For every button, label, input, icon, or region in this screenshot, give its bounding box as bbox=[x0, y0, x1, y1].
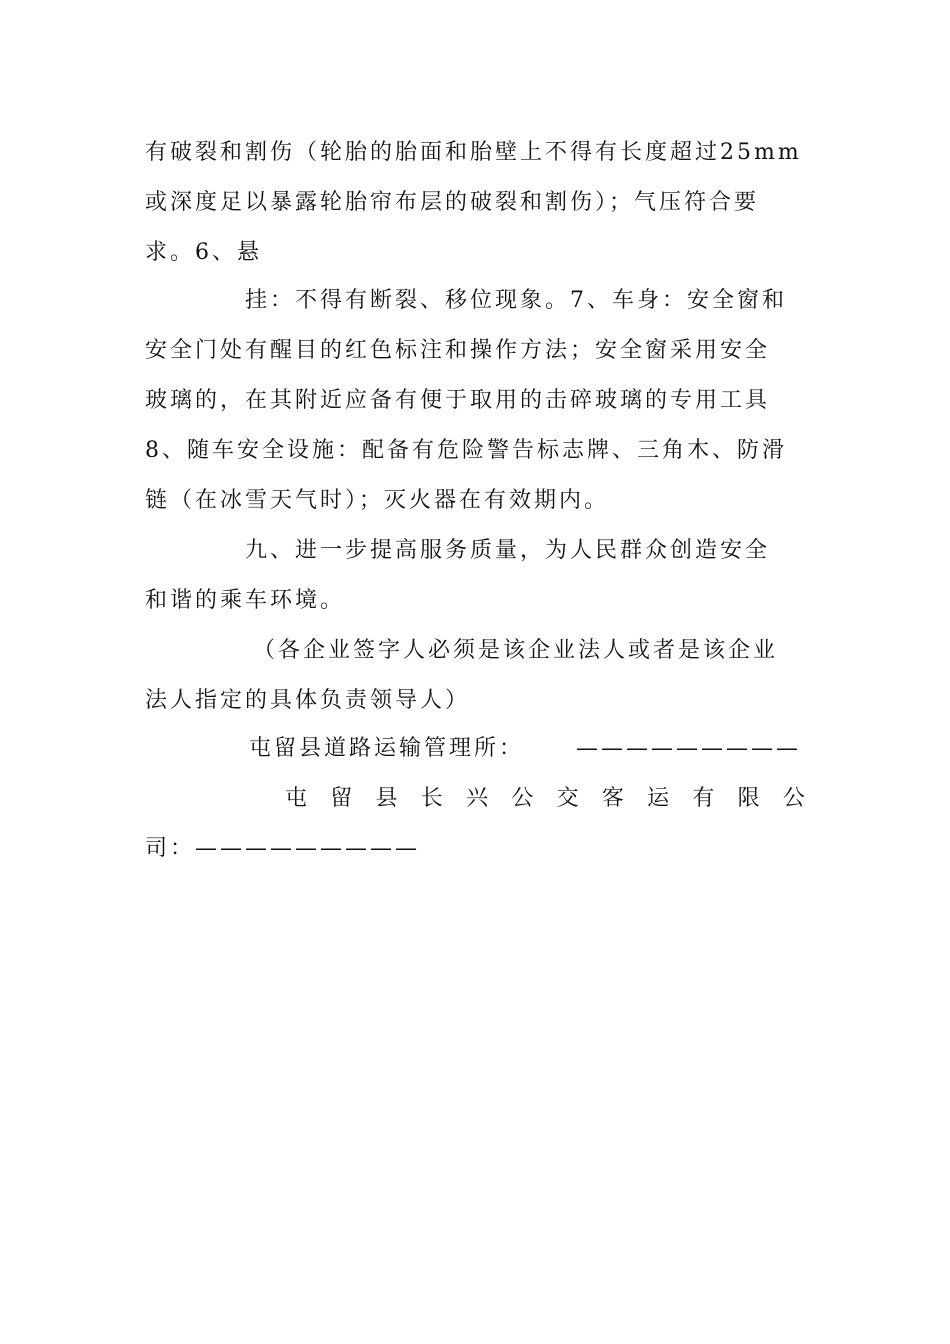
signature-line-2-cont: 司：————————— bbox=[145, 836, 421, 861]
sig-char: 兴 bbox=[466, 786, 489, 811]
text-line: 或深度足以暴露轮胎帘布层的破裂和割伤）；气压符合要 bbox=[145, 190, 760, 215]
paragraph-nine bbox=[145, 526, 805, 626]
sig-char: 公 bbox=[511, 786, 534, 811]
text-line: 玻璃的，在其附近应备有便于取用的击碎玻璃的专用工具 bbox=[145, 388, 771, 413]
sig-char: 留 bbox=[330, 786, 353, 811]
signature-line-1 bbox=[145, 724, 805, 774]
text-line: 求。6、悬 bbox=[145, 240, 262, 265]
signature-1-label: 屯留县道路运输管理所： bbox=[249, 736, 525, 761]
sig-char: 屯 bbox=[285, 786, 308, 811]
text-line: 和谐的乘车环境。 bbox=[145, 588, 346, 613]
text-line: 安全门处有醒目的红色标注和操作方法；安全窗采用安全 bbox=[145, 338, 771, 363]
sig-char: 长 bbox=[420, 786, 443, 811]
text-line: 链（在冰雪天气时）；灭火器在有效期内。 bbox=[145, 488, 610, 513]
sig-char: 限 bbox=[737, 786, 760, 811]
text-line: 有破裂和割伤（轮胎的胎面和胎壁上不得有长度超过25mm bbox=[145, 140, 802, 165]
sig-char: 客 bbox=[601, 786, 624, 811]
signature-line-2 bbox=[145, 774, 805, 824]
signer-note bbox=[145, 626, 805, 726]
signature-block bbox=[145, 724, 805, 874]
text-line: 8、随车安全设施：配备有危险警告标志牌、三角木、防滑 bbox=[145, 438, 787, 463]
text-line: 法人指定的具体负责领导人） bbox=[145, 688, 471, 713]
sig-char: 公 bbox=[782, 786, 805, 811]
sig-char: 有 bbox=[692, 786, 715, 811]
document-body bbox=[145, 128, 805, 278]
sig-char: 县 bbox=[375, 786, 398, 811]
text-line: 挂：不得有断裂、移位现象。7、车身：安全窗和 bbox=[245, 288, 787, 313]
sig-char: 运 bbox=[647, 786, 670, 811]
sig-char: 交 bbox=[556, 786, 579, 811]
signature-1-blank: ————————— bbox=[576, 736, 802, 761]
text-line: （各企业签字人必须是该企业法人或者是该企业 bbox=[253, 638, 779, 663]
text-line: 九、进一步提高服务质量，为人民群众创造安全 bbox=[245, 538, 771, 563]
document-body-continued bbox=[145, 276, 805, 526]
